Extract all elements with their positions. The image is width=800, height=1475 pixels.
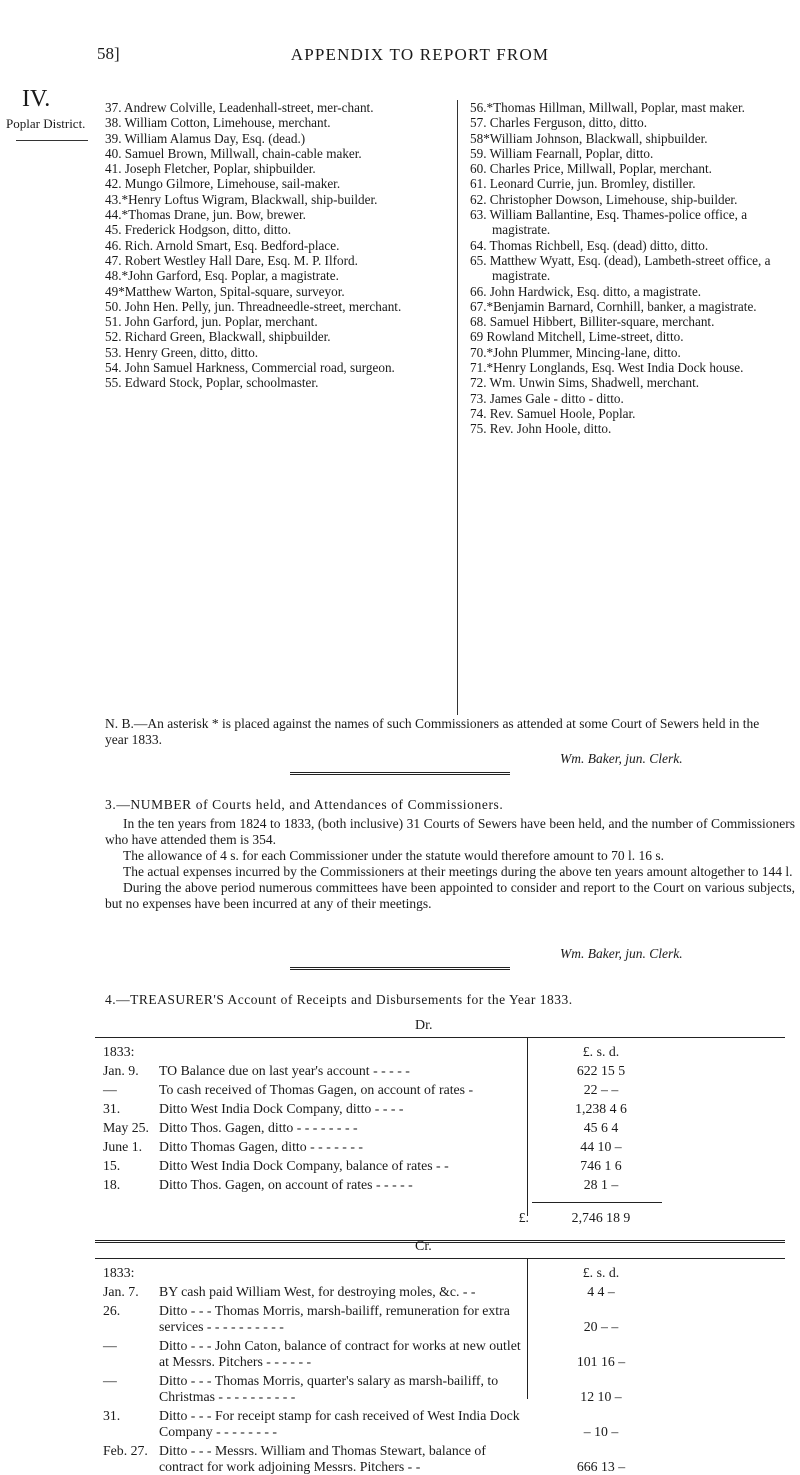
entry-amount: 1,238 4 6 <box>575 1101 627 1116</box>
entry-date: — <box>103 1373 117 1388</box>
entry-date: — <box>103 1082 117 1097</box>
account-bottom-rule <box>95 1240 785 1243</box>
commissioner-entry: 60. Charles Price, Millwall, Poplar, merchant. <box>470 161 712 177</box>
column-divider <box>457 100 458 715</box>
commissioner-entry: 49*Matthew Warton, Spital-square, surveyor. <box>105 283 345 299</box>
page-number: 58] <box>97 44 120 63</box>
entry-amount: 22 – – <box>583 1082 619 1097</box>
commissioner-entry: 73. James Gale - ditto - ditto. <box>470 390 624 406</box>
entry-date: 26. <box>103 1303 121 1318</box>
entry-description: Ditto - - - Thomas Morris, quarter's salary as marsh-bailiff, to Christmas - - - - - - - - - - <box>159 1373 499 1404</box>
debit-label: Dr. <box>415 1018 433 1033</box>
entry-description: TO Balance due on last year's account - - - - - <box>159 1063 410 1078</box>
entry-amount: 622 15 5 <box>576 1063 626 1078</box>
credit-label: Cr. <box>415 1239 432 1254</box>
entry-description: BY cash paid William West, for destroying moles, &c. - - <box>159 1284 476 1299</box>
commissioner-entry: 55. Edward Stock, Poplar, schoolmaster. <box>105 375 319 391</box>
commissioners-left-column <box>105 100 445 391</box>
entry-description: Ditto Thos. Gagen, ditto - - - - - - - - <box>159 1120 358 1135</box>
entry-amount: 44 10 – <box>580 1139 622 1154</box>
entry-amount: 666 13 – <box>576 1459 626 1474</box>
entry-description: Ditto West India Dock Company, balance of rates - - <box>159 1158 449 1173</box>
commissioner-entry: 51. John Garford, jun. Poplar, merchant. <box>105 314 318 330</box>
entry-amount: 746 1 6 <box>580 1158 622 1173</box>
section3-body <box>105 816 795 912</box>
commissioner-entry: 54. John Samuel Harkness, Commercial road, surgeon. <box>105 360 395 376</box>
commissioner-entry: 52. Richard Green, Blackwall, shipbuilder. <box>105 329 331 345</box>
section3-paragraph: In the ten years from 1824 to 1833, (both inclusive) 31 Courts of Sewers have been held, and the number of Commissioners who have attended them is 354. <box>105 816 795 847</box>
entry-date: Jan. 7. <box>103 1284 139 1299</box>
entry-description: Ditto - - - Thomas Morris, marsh-bailiff, remuneration for extra services - - - - - - - - - - <box>159 1303 510 1334</box>
total-label: £. <box>518 1210 529 1225</box>
commissioner-entry: 69 Rowland Mitchell, Lime-street, ditto. <box>470 329 684 345</box>
running-head: APPENDIX TO REPORT FROM <box>290 45 550 64</box>
entry-date: 1833: <box>103 1265 135 1280</box>
total-rule <box>532 1202 662 1203</box>
currency-header-text: £. s. d. <box>582 1044 620 1059</box>
entry-description: To cash received of Thomas Gagen, on account of rates - <box>159 1082 474 1097</box>
entry-description: Ditto Thomas Gagen, ditto - - - - - - - <box>159 1139 363 1154</box>
commissioner-entry: 66. John Hardwick, Esq. ditto, a magistrate. <box>470 283 702 299</box>
commissioner-entry: 65. Matthew Wyatt, Esq. (dead), Lambeth-street office, a magistrate. <box>470 252 771 284</box>
total-amount: 2,746 18 9 <box>571 1210 631 1225</box>
section-rule <box>290 772 510 775</box>
credit-account-table <box>95 1258 785 1474</box>
entry-description: Ditto - - - Messrs. William and Thomas Stewart, balance of contract for work adjoining Messrs. Pitchers - - <box>159 1443 486 1474</box>
amount-divider <box>527 1038 528 1216</box>
section3-signature: Wm. Baker, jun. Clerk. <box>560 946 683 961</box>
entry-amount: 101 16 – <box>576 1354 626 1369</box>
commissioner-entry: 38. William Cotton, Limehouse, merchant. <box>105 115 331 131</box>
commissioner-entry: 68. Samuel Hibbert, Billiter-square, merchant. <box>470 314 715 330</box>
commissioner-entry: 43.*Henry Loftus Wigram, Blackwall, ship-builder. <box>105 191 378 207</box>
nota-bene: N. B.—An asterisk * is placed against the names of such Commissioners as attended at some Court of Sewers held in the year 1833. <box>105 716 760 747</box>
commissioner-entry: 41. Joseph Fletcher, Poplar, shipbuilder. <box>105 161 316 177</box>
commissioner-entry: 57. Charles Ferguson, ditto, ditto. <box>470 115 648 131</box>
part-number: IV. <box>22 86 51 112</box>
entry-amount: 4 4 – <box>587 1284 615 1299</box>
margin-rule <box>16 140 88 141</box>
commissioner-entry: 72. Wm. Unwin Sims, Shadwell, merchant. <box>470 375 700 391</box>
commissioner-entry: 50. John Hen. Pelly, jun. Threadneedle-street, merchant. <box>105 298 402 314</box>
commissioner-entry: 37. Andrew Colville, Leadenhall-street, mer-chant. <box>105 100 374 115</box>
section3-heading: 3.—NUMBER of Courts held, and Attendances of Commissioners. <box>105 797 504 812</box>
section4-heading: 4.—TREASURER'S Account of Receipts and Disbursements for the Year 1833. <box>105 992 573 1007</box>
commissioner-entry: 58*William Johnson, Blackwall, shipbuilder. <box>470 130 708 146</box>
entry-date: 31. <box>103 1408 121 1423</box>
commissioner-entry: 44.*Thomas Drane, jun. Bow, brewer. <box>105 207 306 223</box>
commissioner-entry: 56.*Thomas Hillman, Millwall, Poplar, mast maker. <box>470 100 745 115</box>
commissioner-entry: 70.*John Plummer, Mincing-lane, ditto. <box>470 344 681 360</box>
commissioner-entry: 53. Henry Green, ditto, ditto. <box>105 344 259 360</box>
entry-date: 18. <box>103 1177 121 1192</box>
entry-date: June 1. <box>103 1139 143 1154</box>
entry-description: Ditto West India Dock Company, ditto - - - - <box>159 1101 404 1116</box>
commissioner-entry: 62. Christopher Dowson, Limehouse, ship-builder. <box>470 191 738 207</box>
commissioner-entry: 42. Mungo Gilmore, Limehouse, sail-maker. <box>105 176 341 192</box>
commissioner-entry: 67.*Benjamin Barnard, Cornhill, banker, a magistrate. <box>470 298 757 314</box>
section3-paragraph: The actual expenses incurred by the Commissioners at their meetings during the above ten years amount altogether to 144 l. <box>123 864 793 879</box>
entry-date: 1833: <box>103 1044 135 1059</box>
commissioner-entry: 71.*Henry Longlands, Esq. West India Dock house. <box>470 360 744 376</box>
commissioner-entry: 59. William Fearnall, Poplar, ditto. <box>470 145 654 161</box>
entry-amount: 28 1 – <box>583 1177 619 1192</box>
section3-paragraph: During the above period numerous committees have been appointed to consider and report to the Court on various subjects, but no expenses have been incurred at any of their meetings. <box>105 880 795 911</box>
entry-date: 15. <box>103 1158 121 1173</box>
debit-account-table <box>95 1037 785 1225</box>
entry-amount: 12 10 – <box>580 1389 622 1404</box>
entry-date: — <box>103 1338 117 1353</box>
entry-amount: 20 – – <box>583 1319 619 1334</box>
commissioner-entry: 75. Rev. John Hoole, ditto. <box>470 421 612 437</box>
entry-description: Ditto Thos. Gagen, on account of rates - - - - - <box>159 1177 413 1192</box>
district-label: Poplar District. <box>6 116 86 131</box>
section-rule <box>290 967 510 970</box>
commissioners-right-column <box>470 100 788 437</box>
commissioner-entry: 63. William Ballantine, Esq. Thames-police office, a magistrate. <box>470 207 748 238</box>
commissioner-entry: 48.*John Garford, Esq. Poplar, a magistrate. <box>105 268 339 284</box>
entry-amount: 45 6 4 <box>583 1120 619 1135</box>
entry-date: Feb. 27. <box>103 1443 148 1458</box>
entry-amount: – 10 – <box>583 1424 619 1439</box>
entry-description: Ditto - - - For receipt stamp for cash received of West India Dock Company - - - - - - - - <box>159 1408 520 1439</box>
entry-description: Ditto - - - John Caton, balance of contract for works at new outlet at Messrs. Pitchers - - - - - - <box>159 1338 521 1369</box>
commissioner-entry: 40. Samuel Brown, Millwall, chain-cable maker. <box>105 145 362 161</box>
commissioner-entry: 74. Rev. Samuel Hoole, Poplar. <box>470 405 636 421</box>
commissioner-entry: 45. Frederick Hodgson, ditto, ditto. <box>105 222 292 238</box>
section3-paragraph: The allowance of 4 s. for each Commissioner under the statute would therefore amount to 70 l. 16 s. <box>123 848 664 863</box>
commissioner-entry: 46. Rich. Arnold Smart, Esq. Bedford-place. <box>105 237 340 253</box>
amount-divider <box>527 1259 528 1399</box>
entry-date: 31. <box>103 1101 121 1116</box>
clerk-signature: Wm. Baker, jun. Clerk. <box>560 751 683 766</box>
commissioner-entry: 61. Leonard Currie, jun. Bromley, distiller. <box>470 176 696 192</box>
entry-date: Jan. 9. <box>103 1063 139 1078</box>
currency-header-text: £. s. d. <box>582 1265 620 1280</box>
commissioner-entry: 39. William Alamus Day, Esq. (dead.) <box>105 130 306 146</box>
entry-date: May 25. <box>103 1120 149 1135</box>
commissioner-entry: 64. Thomas Richbell, Esq. (dead) ditto, ditto. <box>470 237 709 253</box>
commissioner-entry: 47. Robert Westley Hall Dare, Esq. M. P. Ilford. <box>105 252 358 268</box>
